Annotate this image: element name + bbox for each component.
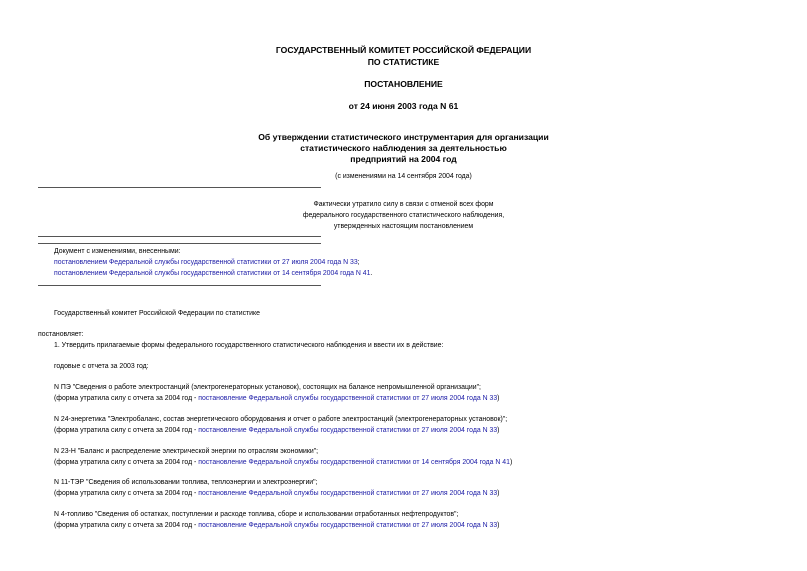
form-note-prefix: (форма утратила силу с отчета за 2004 год -	[54, 395, 199, 402]
committee-text: Государственный комитет Российской Федерации по статистике	[54, 310, 260, 317]
amendment-note: (с изменениями на 14 сентября 2004 года)	[335, 173, 472, 180]
form-name: N 24-энергетика "Электробаланс, состав энергетического оборудования и отчет о работе электростанций (электрогенераторных установок)";	[54, 416, 508, 423]
status-line2: федерального государственного статистического наблюдения,	[302, 212, 505, 219]
form-note-suffix: )	[497, 522, 500, 529]
divider	[38, 187, 321, 188]
change-entry	[54, 270, 372, 277]
status-line3: утвержденных настоящим постановлением	[333, 223, 474, 230]
annual-forms-heading: годовые с отчета за 2003 год:	[54, 363, 149, 370]
separator: .	[370, 270, 373, 277]
form-note-suffix: )	[509, 459, 513, 466]
form-note-prefix: (форма утратила силу с отчета за 2004 год -	[54, 490, 199, 497]
item1-text: 1. Утвердить прилагаемые формы федерального государственного статистического наблюдения и ввести их в действие:	[54, 342, 444, 349]
separator: ;	[357, 259, 360, 266]
doc-type: ПОСТАНОВЛЕНИЕ	[364, 79, 443, 89]
form-note-suffix: )	[497, 427, 500, 434]
form-note-prefix: (форма утратила силу с отчета за 2004 год -	[54, 459, 199, 466]
form-note-prefix: (форма утратила силу с отчета за 2004 год -	[54, 522, 199, 529]
form-name: N 23-Н "Баланс и распределение электрической энергии по отраслям экономики";	[54, 448, 319, 455]
amendment-link[interactable]: постановлением Федеральной службы государственной статистики от 27 июля 2004 года N 33	[54, 259, 358, 266]
form-note	[54, 459, 512, 466]
doc-title-line1: Об утверждении статистического инструментария для организации	[258, 132, 549, 142]
resolves-text: постановляет:	[38, 331, 84, 338]
form-note-link[interactable]: постановление Федеральной службы государственной статистики от 14 сентября 2004 года N 41	[198, 459, 510, 466]
doc-title-line3: предприятий на 2004 год	[350, 154, 457, 164]
form-note-suffix: )	[497, 490, 500, 497]
divider	[38, 236, 321, 237]
form-note-link[interactable]: постановление Федеральной службы государственной статистики от 27 июля 2004 года N 33	[198, 522, 498, 529]
form-note	[54, 427, 499, 434]
form-note-link[interactable]: постановление Федеральной службы государственной статистики от 27 июля 2004 года N 33	[198, 395, 498, 402]
org-name-line2: ПО СТАТИСТИКЕ	[367, 57, 440, 67]
form-note-prefix: (форма утратила силу с отчета за 2004 год -	[54, 427, 199, 434]
form-note	[54, 395, 499, 402]
status-line1: Фактически утратило силу в связи с отменой всех форм	[313, 201, 494, 208]
doc-title-line2: статистического наблюдения за деятельностью	[300, 143, 507, 153]
form-note	[54, 490, 499, 497]
divider	[38, 243, 321, 244]
change-entry	[54, 259, 360, 266]
form-note-link[interactable]: постановление Федеральной службы государственной статистики от 27 июля 2004 года N 33	[198, 490, 498, 497]
form-note-link[interactable]: постановление Федеральной службы государственной статистики от 27 июля 2004 года N 33	[198, 427, 498, 434]
form-name: N 4-топливо "Сведения об остатках, поступлении и расходе топлива, сборе и использовании отработанных нефтепродуктов";	[54, 511, 459, 518]
changes-intro: Документ с изменениями, внесенными:	[54, 248, 181, 255]
form-name: N 11-ТЭР "Сведения об использовании топлива, теплоэнергии и электроэнергии";	[54, 479, 318, 486]
org-name-line1: ГОСУДАРСТВЕННЫЙ КОМИТЕТ РОССИЙСКОЙ ФЕДЕРАЦИИ	[275, 45, 532, 55]
form-name: N ПЭ "Сведения о работе электростанций (электрогенераторных установок), состоящих на балансе непромышленной организации";	[54, 384, 481, 391]
form-note	[54, 522, 499, 529]
form-note-suffix: )	[497, 395, 500, 402]
divider	[38, 285, 321, 286]
amendment-link[interactable]: постановлением Федеральной службы государственной статистики от 14 сентября 2004 года N 41	[54, 270, 371, 277]
doc-date: от 24 июня 2003 года N 61	[348, 101, 459, 111]
